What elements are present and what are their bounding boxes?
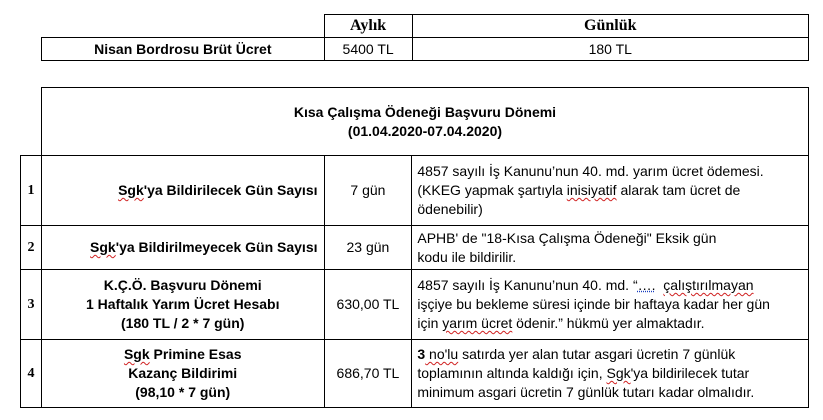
row-number: 4: [21, 340, 42, 408]
daily-value: 180 TL: [412, 38, 808, 61]
row-description: [412, 156, 809, 226]
monthly-value: 5400 TL: [324, 38, 412, 61]
row-value: 686,70 TL: [324, 340, 412, 408]
salary-row: [42, 38, 809, 61]
row-label: [41, 226, 324, 270]
row-value: 7 gün: [324, 156, 412, 226]
desc-line: [417, 276, 804, 295]
salary-table: [41, 14, 809, 61]
desc-line: işçiye bu bekleme süresi içinde bir haftaya kadar her gün: [417, 296, 770, 312]
desc-line: APHB' de "18-Kısa Çalışma Ödeneği" Eksik gün: [417, 229, 717, 246]
desc-line: kodu ile bildirilir.: [417, 248, 517, 265]
desc-line: ödenebilir): [417, 201, 483, 217]
desc-line: [417, 314, 804, 333]
table-row: [21, 226, 809, 270]
kco-table: [20, 87, 809, 408]
sgk-word: Sgk: [123, 346, 150, 362]
table-row: [21, 270, 809, 340]
table-row: [21, 156, 809, 226]
desc-line: [417, 345, 804, 364]
desc-text: alarak tam ücret de: [616, 182, 741, 198]
kco-title-row: [21, 88, 809, 156]
row-number: 3: [21, 270, 42, 340]
salary-label: Nisan Bordrosu Brüt Ücret: [42, 38, 325, 61]
row-label-line: (180 TL / 2 * 7 gün): [121, 315, 245, 331]
empty-cell: [21, 88, 42, 156]
salary-header-row: [42, 15, 809, 38]
row-label-text: Primine Esas: [149, 346, 242, 362]
desc-text: ödenir.” hükmü yer almaktadır.: [512, 315, 705, 331]
desc-bold-number: 3: [417, 346, 426, 362]
desc-line: minimum asgari ücretin 7 günlük tutarı kadar olmalıdır.: [417, 384, 755, 400]
empty-cell: [42, 15, 325, 38]
row-label-text: 'ya Bildirilmeyecek Gün Sayısı: [115, 239, 318, 255]
header-monthly: Aylık: [324, 15, 412, 38]
row-label-line: 1 Haftalık Yarım Ücret Hesabı: [85, 296, 280, 312]
desc-ellipsis: ….: [637, 277, 656, 293]
sgk-word: Sgk: [118, 182, 144, 198]
kco-title-line2: (01.04.2020-07.04.2020): [347, 122, 503, 139]
desc-line: (KKEG yapmak şartıyla inisiyatif alarak tam ücret de: [417, 182, 741, 198]
desc-text: için: [417, 315, 443, 331]
row-number: 1: [21, 156, 42, 226]
desc-spelling: inisiyatif: [566, 182, 617, 198]
row-number: 2: [21, 226, 42, 270]
desc-text: 4857 sayılı İş Kanunu’nun 40. md. “: [417, 277, 638, 293]
table-row: [21, 340, 809, 408]
row-label-line: K.Ç.Ö. Başvuru Dönemi: [103, 277, 262, 293]
desc-text: 'ya bildirilecek tutar: [630, 365, 750, 381]
sgk-word: Sgk: [90, 239, 116, 255]
row-label: [41, 270, 324, 340]
desc-text: satırda yer alan tutar asgari ücretin 7 günlük: [458, 346, 736, 362]
desc-line: [417, 364, 804, 383]
row-value: 630,00 TL: [324, 270, 412, 340]
row-label-text: 'ya Bildirilecek Gün Sayısı: [143, 182, 318, 198]
desc-text: toplamının altında kaldığı için,: [417, 365, 607, 381]
desc-spelling: Sgk: [606, 365, 631, 381]
row-description: [412, 226, 809, 270]
row-label-line: [42, 345, 324, 364]
row-value: 23 gün: [324, 226, 412, 270]
row-description: [412, 270, 809, 340]
row-label: [41, 156, 324, 226]
desc-line: 4857 sayılı İş Kanunu’nun 40. md. yarım ücret ödemesi.: [417, 163, 764, 179]
header-daily: Günlük: [412, 15, 808, 38]
row-label: [41, 340, 324, 408]
row-label-line: Kazanç Bildirimi: [128, 365, 238, 381]
desc-spelling: yarım ücret: [442, 315, 513, 331]
desc-spelling: no'lu: [425, 346, 459, 362]
kco-title: [41, 88, 808, 156]
row-label-line: (98,10 * 7 gün): [135, 384, 231, 400]
row-description: [412, 340, 809, 408]
kco-title-line1: Kısa Çalışma Ödeneği Başvuru Dönemi: [293, 103, 557, 120]
desc-spelling: çalıştırılmayan: [663, 277, 754, 293]
